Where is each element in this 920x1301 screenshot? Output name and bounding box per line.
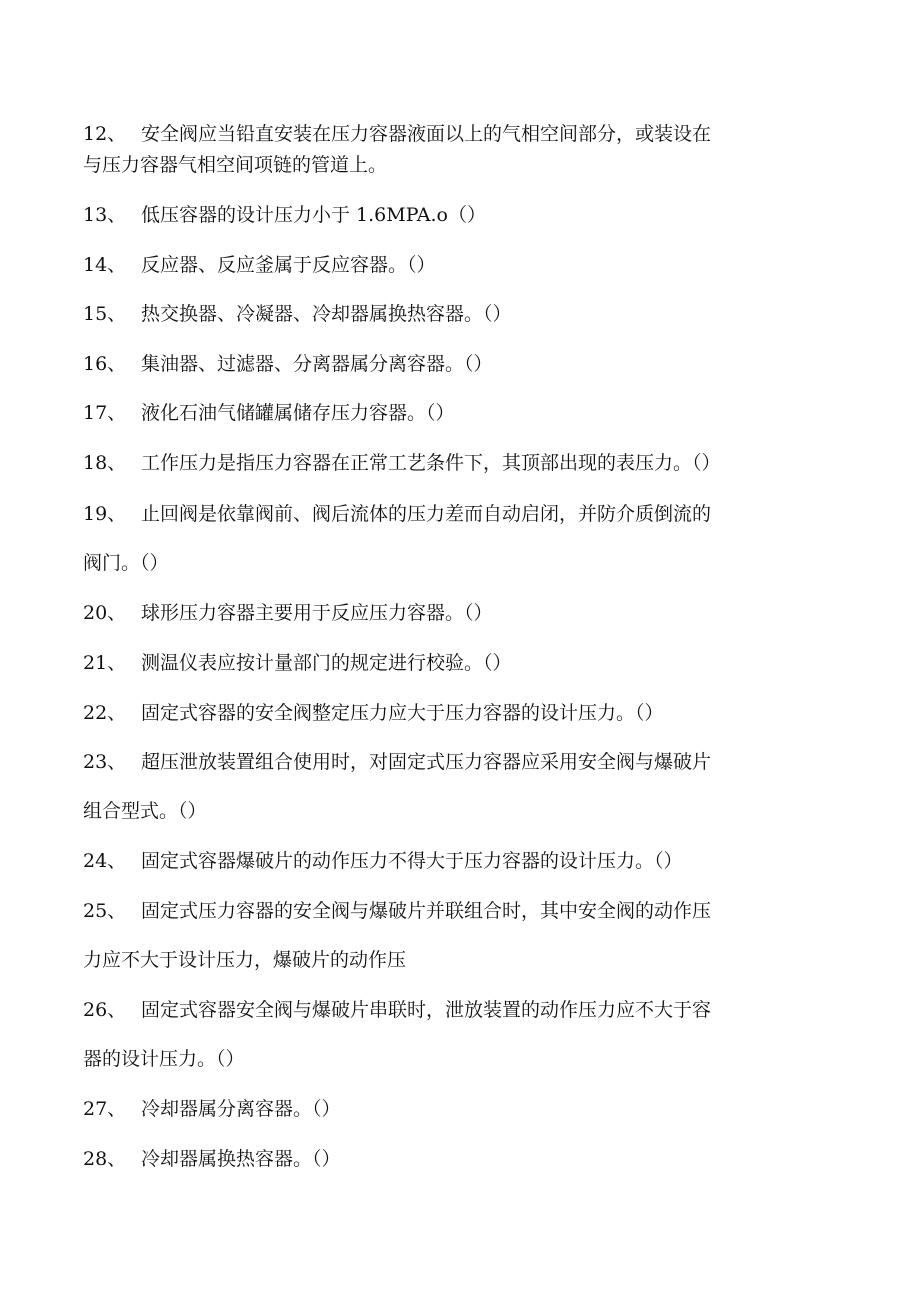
question-text: 固定式容器安全阀与爆破片串联时，泄放装置的动作压力应不大于容 xyxy=(141,999,712,1021)
question-text: 反应器、反应釜属于反应容器。（） xyxy=(141,254,436,276)
question-text: 工作压力是指压力容器在正常工艺条件下，其顶部出现的表压力。（） xyxy=(141,452,721,474)
question-21 xyxy=(83,651,512,675)
question-24 xyxy=(83,849,683,873)
question-text: 力应不大于设计压力，爆破片的动作压 xyxy=(83,949,407,971)
question-number: 13、 xyxy=(83,204,127,226)
question-number: 23、 xyxy=(83,751,127,773)
question-15 xyxy=(83,302,512,326)
question-text: 安全阀应当铅直安装在压力容器液面以上的气相空间部分，或装设在 xyxy=(141,123,712,145)
question-text: 测温仪表应按计量部门的规定进行校验。（） xyxy=(141,652,512,674)
question-text: 集油器、过滤器、分离器属分离容器。（） xyxy=(141,353,493,375)
question-number: 22、 xyxy=(83,702,127,724)
question-text: 低压容器的设计压力小于 1.6MPA.o（） xyxy=(141,204,486,226)
question-18 xyxy=(83,451,721,475)
question-text: 冷却器属分离容器。（） xyxy=(141,1098,341,1120)
question-text: 超压泄放装置组合使用时，对固定式压力容器应采用安全阀与爆破片 xyxy=(141,751,712,773)
question-text: 液化石油气储罐属储存压力容器。（） xyxy=(141,402,455,424)
question-text: 组合型式。（） xyxy=(83,800,207,822)
question-26-continuation xyxy=(83,1047,245,1071)
question-12-continuation xyxy=(83,153,387,177)
question-number: 25、 xyxy=(83,900,127,922)
question-number: 14、 xyxy=(83,254,127,276)
question-26 xyxy=(83,998,711,1022)
question-text: 冷却器属换热容器。（） xyxy=(141,1148,341,1170)
question-text: 球形压力容器主要用于反应压力容器。（） xyxy=(141,602,493,624)
question-28 xyxy=(83,1147,341,1171)
question-number: 26、 xyxy=(83,999,127,1021)
question-text: 止回阀是依靠阀前、阀后流体的压力差而自动启闭，并防介质倒流的 xyxy=(141,503,712,525)
question-number: 28、 xyxy=(83,1148,127,1170)
question-25-continuation xyxy=(83,948,406,972)
question-20 xyxy=(83,601,493,625)
question-text: 器的设计压力。（） xyxy=(83,1048,245,1070)
question-number: 24、 xyxy=(83,850,127,872)
question-17 xyxy=(83,401,455,425)
question-19-continuation xyxy=(83,551,169,575)
question-text: 固定式压力容器的安全阀与爆破片并联组合时，其中安全阀的动作压 xyxy=(141,900,712,922)
question-12 xyxy=(83,122,711,146)
question-number: 16、 xyxy=(83,353,127,375)
question-number: 15、 xyxy=(83,303,127,325)
question-text: 与压力容器气相空间项链的管道上。 xyxy=(83,154,388,176)
question-14 xyxy=(83,253,436,277)
question-text: 固定式容器爆破片的动作压力不得大于压力容器的设计压力。（） xyxy=(141,850,683,872)
question-27 xyxy=(83,1097,341,1121)
question-22 xyxy=(83,701,664,725)
question-13 xyxy=(83,203,486,227)
question-23-continuation xyxy=(83,799,207,823)
question-text: 固定式容器的安全阀整定压力应大于压力容器的设计压力。（） xyxy=(141,702,664,724)
question-23 xyxy=(83,750,711,774)
question-number: 20、 xyxy=(83,602,127,624)
question-number: 18、 xyxy=(83,452,127,474)
question-number: 19、 xyxy=(83,503,127,525)
question-25 xyxy=(83,899,711,923)
question-text: 阀门。（） xyxy=(83,552,169,574)
question-number: 17、 xyxy=(83,402,127,424)
question-number: 21、 xyxy=(83,652,127,674)
question-number: 27、 xyxy=(83,1098,127,1120)
question-16 xyxy=(83,352,493,376)
question-19 xyxy=(83,502,711,526)
question-text: 热交换器、冷凝器、冷却器属换热容器。（） xyxy=(141,303,512,325)
question-number: 12、 xyxy=(83,123,127,145)
